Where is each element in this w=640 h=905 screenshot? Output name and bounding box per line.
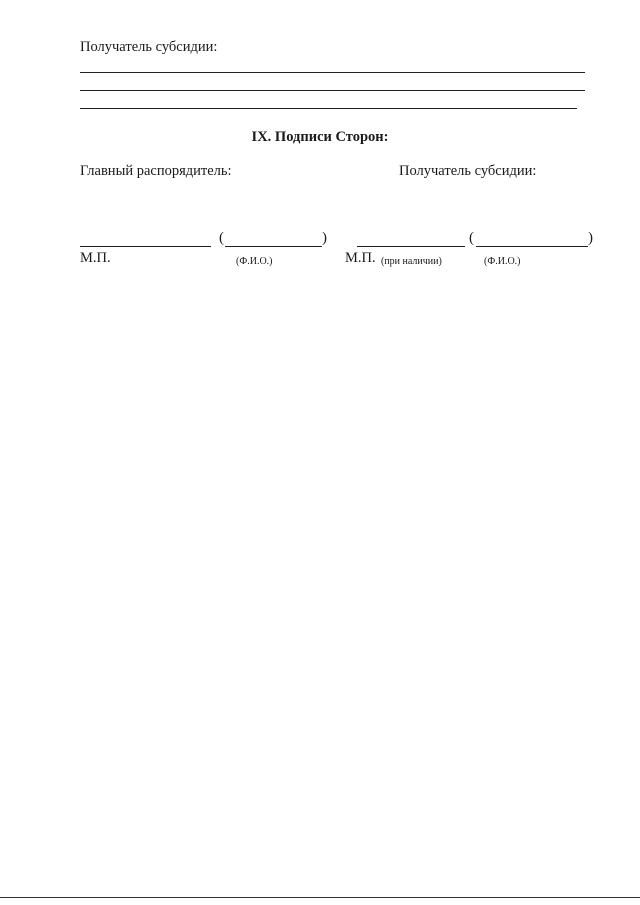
recipient-line-2	[80, 90, 585, 91]
right-open-paren: (	[469, 230, 474, 246]
recipient-label: Получатель субсидии:	[80, 39, 218, 55]
right-seal-mark: М.П.	[345, 250, 376, 266]
left-signer-role: Главный распорядитель:	[80, 163, 232, 179]
left-fio-caption: (Ф.И.О.)	[236, 256, 273, 267]
right-seal-note: (при наличии)	[381, 256, 442, 267]
right-signature-line	[357, 246, 465, 247]
left-signature-line	[80, 246, 211, 247]
right-fio-caption: (Ф.И.О.)	[484, 256, 521, 267]
right-close-paren: )	[588, 230, 593, 246]
left-open-paren: (	[219, 230, 224, 246]
right-signer-role: Получатель субсидии:	[399, 163, 537, 179]
recipient-line-3	[80, 108, 577, 109]
left-seal-mark: М.П.	[80, 250, 111, 266]
left-fio-line	[225, 246, 322, 247]
page-bottom-rule	[0, 897, 640, 898]
recipient-line-1	[80, 72, 585, 73]
left-close-paren: )	[322, 230, 327, 246]
right-fio-line	[476, 246, 588, 247]
section-title: IX. Подписи Сторон:	[251, 129, 389, 145]
